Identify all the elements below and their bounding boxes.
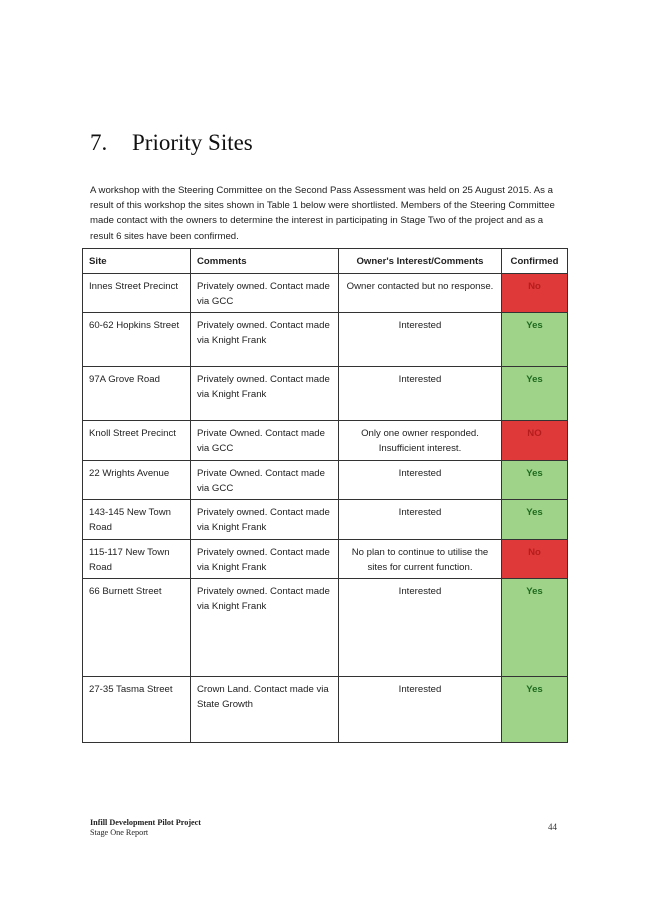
header-confirmed: Confirmed — [502, 249, 568, 274]
cell-interest: Interested — [339, 313, 502, 367]
priority-sites-table — [82, 248, 568, 743]
cell-interest: Interested — [339, 500, 502, 540]
cell-comments: Privately owned. Contact made via Knight Frank — [191, 579, 339, 677]
confirmed-badge: Yes — [502, 677, 568, 743]
cell-site: Innes Street Precinct — [83, 274, 191, 313]
footer-project-title: Infill Development Pilot Project — [90, 818, 202, 827]
table-header-row — [83, 249, 568, 274]
footer-report-subtitle: Stage One Report — [90, 828, 149, 837]
cell-site: 22 Wrights Avenue — [83, 461, 191, 500]
page-number: 44 — [548, 822, 557, 832]
cell-site: 115-117 New Town Road — [83, 540, 191, 579]
cell-interest: No plan to continue to utilise the sites for current function. — [339, 540, 502, 579]
confirmed-badge: Yes — [502, 461, 568, 500]
table-row — [83, 579, 568, 677]
table-row — [83, 500, 568, 540]
confirmed-badge: Yes — [502, 579, 568, 677]
cell-site: 143-145 New Town Road — [83, 500, 191, 540]
header-site: Site — [83, 249, 191, 274]
table-row — [83, 677, 568, 743]
confirmed-badge: No — [502, 274, 568, 313]
cell-comments: Private Owned. Contact made via GCC — [191, 421, 339, 461]
table-row — [83, 461, 568, 500]
cell-comments: Privately owned. Contact made via Knight Frank — [191, 367, 339, 421]
cell-interest: Interested — [339, 367, 502, 421]
cell-site: 60-62 Hopkins Street — [83, 313, 191, 367]
confirmed-badge: Yes — [502, 313, 568, 367]
table-row — [83, 540, 568, 579]
cell-site: 27-35 Tasma Street — [83, 677, 191, 743]
cell-interest: Only one owner responded. Insufficient interest. — [339, 421, 502, 461]
page-footer — [90, 818, 201, 838]
cell-interest: Interested — [339, 677, 502, 743]
intro-paragraph: A workshop with the Steering Committee on the Second Pass Assessment was held on 25 August 2015. As a result of this workshop the sites shown in Table 1 below were shortlisted. Members of the Steering Committee made contact with the owners to determine the interest in participating in Stage Two of the project and as a result 6 sites have been confirmed. — [90, 185, 555, 242]
section-heading — [90, 130, 253, 156]
confirmed-badge: No — [502, 540, 568, 579]
cell-site: Knoll Street Precinct — [83, 421, 191, 461]
table-row — [83, 421, 568, 461]
section-number: 7. — [90, 130, 108, 155]
cell-comments: Privately owned. Contact made via Knight Frank — [191, 500, 339, 540]
cell-site: 66 Burnett Street — [83, 579, 191, 677]
confirmed-badge: Yes — [502, 367, 568, 421]
table-row — [83, 367, 568, 421]
table-row — [83, 274, 568, 313]
confirmed-badge: Yes — [502, 500, 568, 540]
cell-interest: Interested — [339, 579, 502, 677]
header-comments: Comments — [191, 249, 339, 274]
cell-interest: Interested — [339, 461, 502, 500]
cell-comments: Privately owned. Contact made via Knight Frank — [191, 540, 339, 579]
cell-comments: Crown Land. Contact made via State Growth — [191, 677, 339, 743]
confirmed-badge: NO — [502, 421, 568, 461]
section-title: Priority Sites — [132, 130, 253, 155]
cell-comments: Privately owned. Contact made via GCC — [191, 274, 339, 313]
cell-site: 97A Grove Road — [83, 367, 191, 421]
cell-interest: Owner contacted but no response. — [339, 274, 502, 313]
cell-comments: Private Owned. Contact made via GCC — [191, 461, 339, 500]
cell-comments: Privately owned. Contact made via Knight Frank — [191, 313, 339, 367]
header-owner-interest: Owner's Interest/Comments — [339, 249, 502, 274]
table-row — [83, 313, 568, 367]
